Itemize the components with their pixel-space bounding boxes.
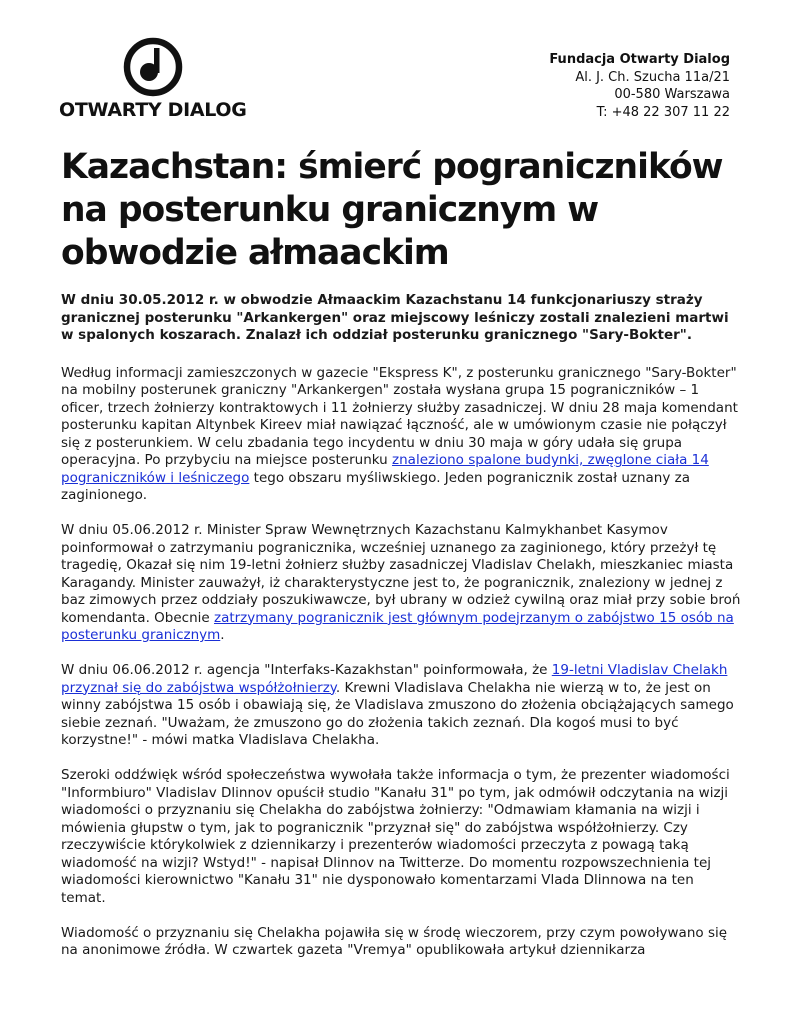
article-body [61,292,741,977]
link-main-suspect[interactable]: zatrzymany pogranicznik jest głównym podejrzanym o zabójstwo 15 osób na posterunku granicznym [61,609,734,643]
address-street: Al. J. Ch. Szucha 11a/21 [575,69,730,85]
note-circle-icon [122,36,184,98]
paragraph-3-text-a: W dniu 06.06.2012 r. agencja "Interfaks-Kazakhstan" poinformowała, że [61,662,552,678]
article-title: Kazachstan: śmierć pograniczników na posterunku granicznym w obwodzie ałmaackim [61,147,723,273]
paragraph-2-text-b: . [220,627,225,643]
organization-logo [59,36,249,122]
link-confession[interactable]: 19-letni Vladislav Chelakh przyznał się do zabójstwa współżołnierzy [61,662,728,696]
paragraph-2-text-a: W dniu 05.06.2012 r. Minister Spraw Wewnętrznych Kazachstanu Kalmykhanbet Kasymov poinformował o zatrzymaniu pogranicznika, wcześniej uznanego za zaginionego, który przeżył tę tragedię, Okazał się nim 19-letni żołnierz służby zasadniczej Vladislav Chelakh, mieszkaniec miasta Karagandy. Minister zauważył, iż charakterystyczne jest to, że pogranicznik, znaleziony w jednej z baz zimowych przez oddziały poszukiwawcze, był ubrany w odzież cywilną oraz miał przy sobie broń komendanta. Obecnie [61,522,741,626]
organization-name: Fundacja Otwarty Dialog [549,52,730,67]
paragraph-1-text-b: tego obszaru myśliwskiego. Jeden pogranicznik został uznany za zaginionego. [61,469,690,503]
phone-number: T: +48 22 307 11 22 [596,104,730,120]
link-burned-buildings[interactable]: znaleziono spalone budynki, zwęglone ciała 14 pograniczników i leśniczego [61,452,709,486]
organization-address [549,51,730,121]
paragraph-2 [61,522,741,645]
paragraph-5: Wiadomość o przyznaniu się Chelakha pojawiła się w środę wieczorem, przy czym powoływano się na anonimowe źródła. W czwartek gazeta "Vremya" opublikowała artykuł dziennikarza [61,924,728,958]
paragraph-4: Szeroki oddźwięk wśród społeczeństwa wywołała także informacja o tym, że prezenter wiadomości "Informbiuro" Vladislav Dlinnov opuścił studio "Kanału 31" po tym, jak odmówił odczytania na wizji wiadomości o przyznaniu się Chelakha do zabójstwa żołnierzy: "Odmawiam kłamania na wizji i mówienia głupstw o tym, jak to pogranicznik "przyznał się" do zabójstwa współżołnierzy. Czy rzeczywiście którykolwiek z dziennikarzy i prezenterów wiadomości przeczyta z powagą taką wiadomość na wizji? Wstyd!" - napisał Dlinnov na Twitterze. Do momentu rozpowszechnienia tej wiadomości kierownictwo "Kanału 31" nie dysponowało komentarzami Vlada Dlinnowa na ten temat. [61,767,730,906]
logo-text: OTWARTY DIALOG [59,99,247,121]
paragraph-1-text-a: Według informacji zamieszczonych w gazecie "Ekspress K", z posterunku granicznego "Sary-Bokter" na mobilny posterunek graniczny "Arkankergen" została wysłana grupa 15 pograniczników – 1 oficer, trzech żołnierzy kontraktowych i 11 żołnierzy służby zasadniczej. W dniu 28 maja komendant posterunku kapitan Altynbek Kireev miał nawiązać łączność, ale w umówionym czasie nie połączył się z posterunkiem. W celu zbadania tego incydentu w dniu 30 maja w góry udała się grupa operacyjna. Po przybyciu na miejsce posterunku [61,364,738,468]
article-lead: W dniu 30.05.2012 r. w obwodzie Ałmaackim Kazachstanu 14 funkcjonariuszy straży granicznej posterunku "Arkankergen" oraz miejscowy leśniczy zostali znalezieni martwi w spalonych koszarach. Znalazł ich oddział posterunku granicznego "Sary-Bokter". [61,292,729,343]
address-city: 00-580 Warszawa [614,87,730,102]
paragraph-3-text-b: . Krewni Vladislava Chelakha nie wierzą w to, że jest on winny zabójstwa 15 osób i obawiają się, że Vladislava zmuszono do złożenia obciążających samego siebie zeznań. "Uważam, że zmuszono go do złożenia takich zeznań. Dla kogoś musi to być korzystne!" - mówi matka Vladislava Chelakha. [61,679,734,748]
paragraph-3 [61,662,741,750]
paragraph-1 [61,365,741,505]
